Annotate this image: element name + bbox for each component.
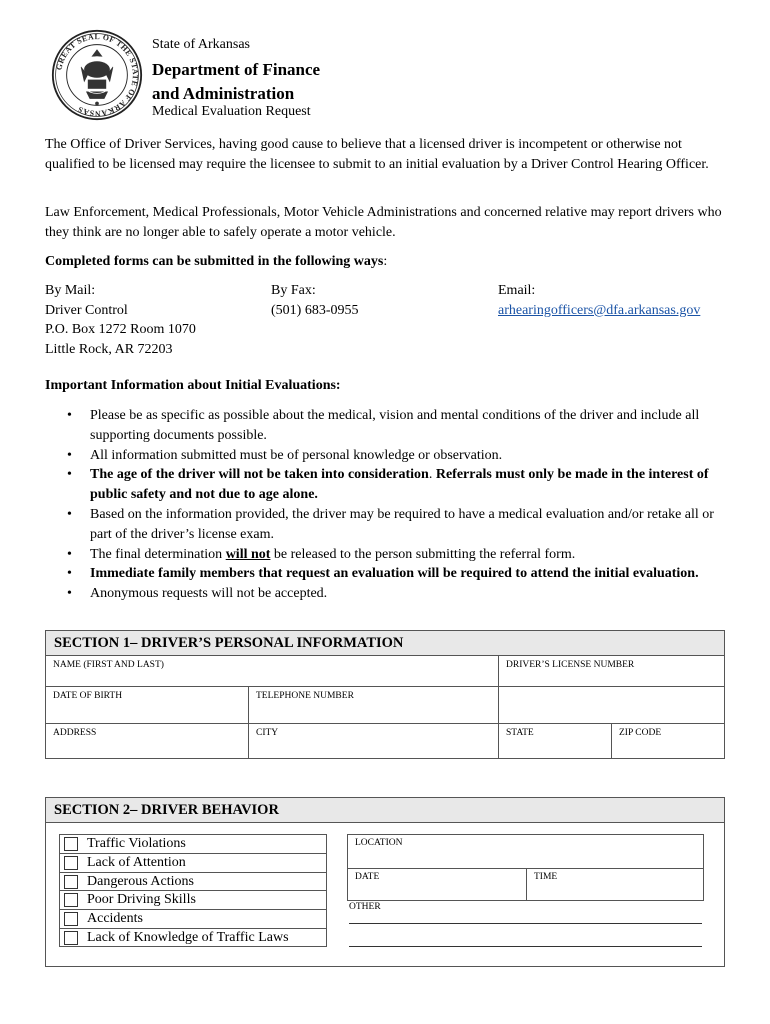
svg-text:GREAT SEAL OF THE STATE OF ARK: GREAT SEAL OF THE STATE OF ARKANSAS bbox=[54, 32, 140, 118]
checkbox[interactable] bbox=[64, 837, 78, 851]
intro-paragraph-2: Law Enforcement, Medical Professionals, Motor Vehicle Administrations and concerned relative may report drivers who they think are no longer able to safely operate a motor vehicle. bbox=[45, 205, 722, 240]
department-title bbox=[152, 58, 412, 106]
checkbox[interactable] bbox=[64, 931, 78, 945]
bullet-icon: • bbox=[67, 447, 72, 463]
checkbox[interactable] bbox=[64, 912, 78, 926]
contact-mail bbox=[45, 281, 196, 359]
other-line-2[interactable] bbox=[349, 946, 702, 947]
list-item-text: . bbox=[428, 467, 436, 483]
zip-code-field[interactable]: ZIP CODE bbox=[619, 728, 662, 738]
behavior-label: Poor Driving Skills bbox=[87, 892, 196, 908]
section-2-title: SECTION 2– DRIVER BEHAVIOR bbox=[46, 798, 724, 823]
behavior-option[interactable] bbox=[60, 929, 326, 948]
state-field[interactable]: STATE bbox=[499, 724, 612, 758]
behavior-label: Lack of Knowledge of Traffic Laws bbox=[87, 929, 289, 945]
intro-paragraph-1: The Office of Driver Services, having good cause to believe that a licensed driver is incompetent or otherwise not qualified to be licensed may require the licensee to submit to an initial evaluation by a Driver Control Hearing Officer. bbox=[45, 137, 709, 172]
list-item-text: Immediate family members that request an evaluation will be required to attend the initial evaluation. bbox=[90, 566, 699, 582]
list-item bbox=[45, 465, 725, 505]
date-of-birth-field[interactable]: DATE OF BIRTH bbox=[46, 687, 249, 724]
list-item-text: The age of the driver will not be taken into consideration bbox=[90, 467, 429, 483]
list-item-text: Based on the information provided, the driver may be required to have a medical evaluation and/or retake all or part of the driver’s license exam. bbox=[90, 506, 714, 542]
time-field[interactable]: TIME bbox=[526, 868, 704, 901]
list-item bbox=[45, 564, 725, 584]
mail-line-2: P.O. Box 1272 Room 1070 bbox=[45, 322, 196, 337]
date-field[interactable]: DATE bbox=[347, 868, 527, 901]
behavior-option[interactable] bbox=[60, 891, 326, 910]
fax-number: (501) 683-0955 bbox=[271, 302, 359, 318]
bullet-icon: • bbox=[67, 546, 72, 562]
location-field[interactable]: LOCATION bbox=[347, 834, 704, 869]
email-label: Email: bbox=[498, 283, 536, 298]
list-item-text: All information submitted must be of personal knowledge or observation. bbox=[90, 447, 503, 463]
behavior-label: Accidents bbox=[87, 911, 143, 927]
behavior-option[interactable] bbox=[60, 854, 326, 873]
behavior-option[interactable] bbox=[60, 910, 326, 929]
form-subtitle: Medical Evaluation Request bbox=[152, 104, 311, 119]
list-item-text: be released to the person submitting the referral form. bbox=[270, 546, 576, 562]
section-2-driver-behavior bbox=[45, 797, 725, 967]
submission-heading-text: Completed forms can be submitted in the following ways bbox=[45, 254, 384, 269]
bullet-icon: • bbox=[67, 566, 72, 582]
behavior-checklist bbox=[59, 834, 327, 947]
state-seal-icon bbox=[51, 29, 143, 121]
other-line-1[interactable] bbox=[349, 923, 702, 924]
telephone-field[interactable]: TELEPHONE NUMBER bbox=[249, 687, 499, 724]
bullet-icon: • bbox=[67, 467, 72, 483]
behavior-label: Lack of Attention bbox=[87, 854, 186, 870]
state-name: State of Arkansas bbox=[152, 37, 250, 52]
submission-heading bbox=[45, 252, 725, 272]
address-field[interactable]: ADDRESS bbox=[46, 724, 249, 758]
list-item-text: Anonymous requests will not be accepted. bbox=[90, 586, 328, 602]
checkbox[interactable] bbox=[64, 856, 78, 870]
checkbox[interactable] bbox=[64, 893, 78, 907]
behavior-option[interactable] bbox=[60, 835, 326, 854]
fax-label: By Fax: bbox=[271, 283, 316, 298]
section-1-title: SECTION 1– DRIVER’S PERSONAL INFORMATION bbox=[46, 631, 724, 656]
checkbox[interactable] bbox=[64, 875, 78, 889]
contact-email bbox=[498, 281, 700, 320]
list-item bbox=[45, 446, 725, 466]
list-item-text: The final determination bbox=[90, 546, 226, 562]
important-info-list bbox=[45, 406, 725, 604]
list-item bbox=[45, 545, 725, 565]
license-number-field[interactable]: DRIVER’S LICENSE NUMBER bbox=[499, 656, 724, 687]
email-link[interactable]: arhearingofficers@dfa.arkansas.gov bbox=[498, 302, 701, 318]
list-item-text: Referrals must only be made in the interest of public safety and not due to age alone. bbox=[90, 467, 709, 503]
blank-cell bbox=[499, 687, 724, 724]
city-field[interactable]: CITY bbox=[249, 724, 499, 758]
list-item-emphasis: will not bbox=[225, 546, 271, 562]
mail-line-3: Little Rock, AR 72203 bbox=[45, 341, 173, 357]
behavior-option[interactable] bbox=[60, 873, 326, 892]
department-title-line1: Department of Finance bbox=[152, 60, 321, 79]
name-field[interactable]: NAME (FIRST AND LAST) bbox=[46, 656, 499, 687]
bullet-icon: • bbox=[67, 586, 72, 602]
mail-label: By Mail: bbox=[45, 283, 96, 298]
submission-heading-colon: : bbox=[383, 254, 388, 269]
bullet-icon: • bbox=[67, 408, 72, 423]
other-label: OTHER bbox=[349, 902, 381, 912]
important-info-heading: Important Information about Initial Evaluations: bbox=[45, 378, 341, 393]
contact-fax bbox=[271, 281, 359, 320]
department-title-line2: and Administration bbox=[152, 84, 295, 103]
behavior-label: Dangerous Actions bbox=[87, 873, 194, 889]
list-item bbox=[45, 584, 725, 604]
list-item bbox=[45, 406, 725, 446]
section-1-personal-info bbox=[45, 630, 725, 759]
mail-line-1: Driver Control bbox=[45, 302, 128, 318]
bullet-icon: • bbox=[67, 506, 72, 522]
list-item bbox=[45, 505, 725, 545]
list-item-text: Please be as specific as possible about the medical, vision and mental conditions of the driver and include all supporting documents possible. bbox=[90, 408, 700, 443]
behavior-label: Traffic Violations bbox=[87, 836, 186, 851]
